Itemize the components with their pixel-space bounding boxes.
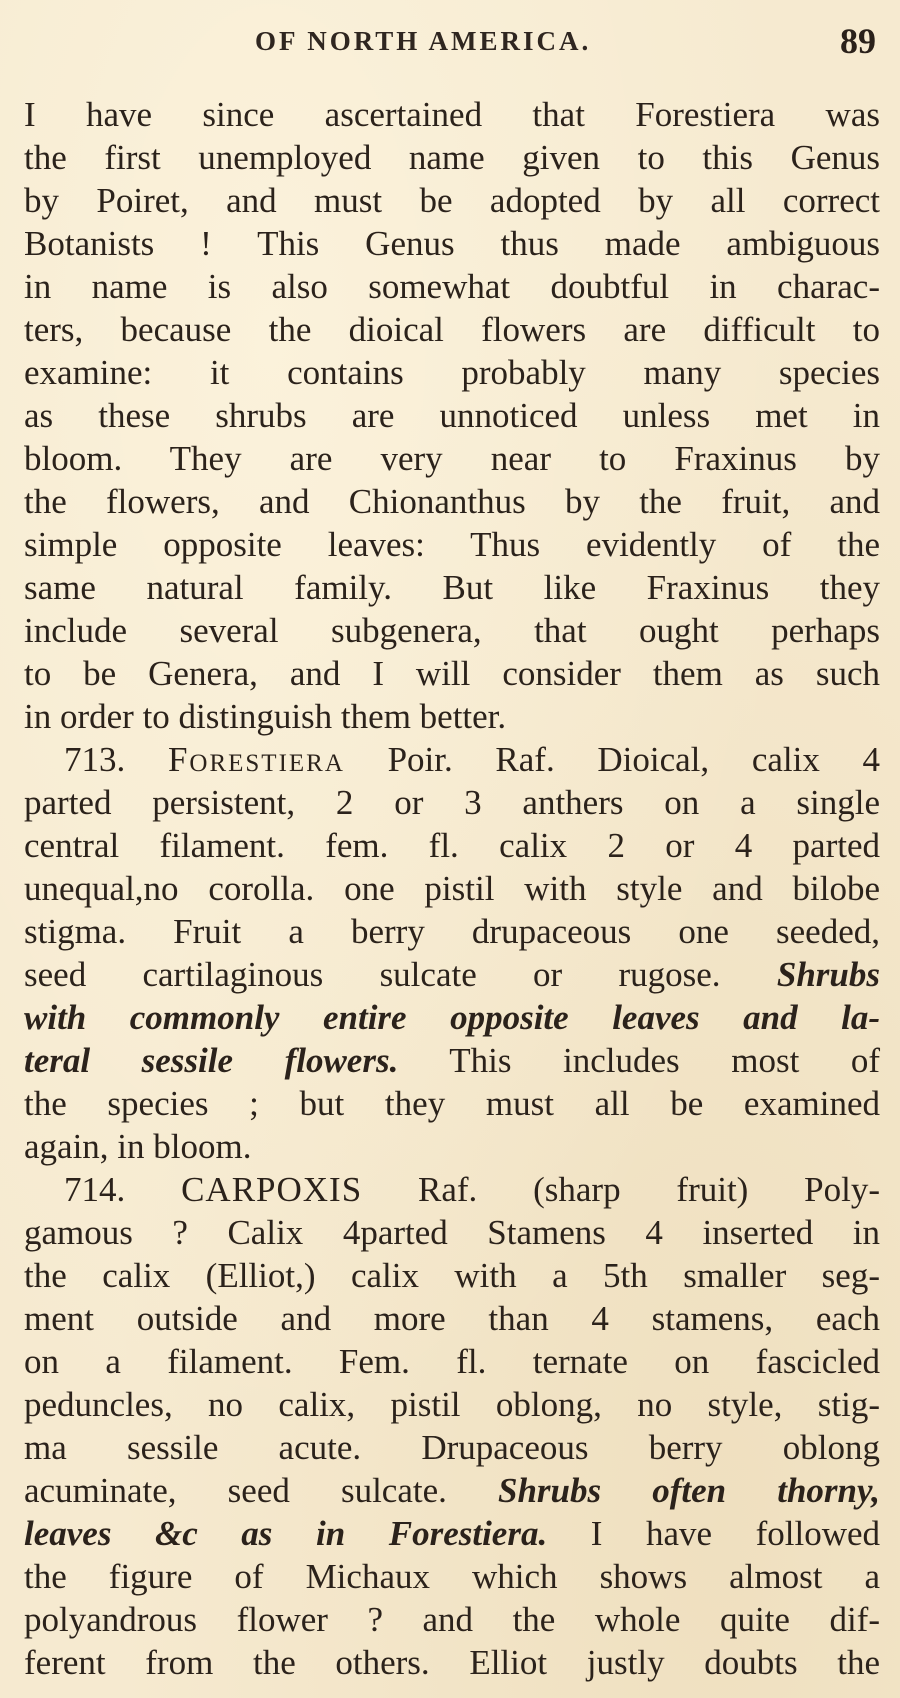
text-line: bloom. They are very near to Fraxinus by xyxy=(24,439,880,478)
text-line: gamous ? Calix 4parted Stamens 4 inserted in xyxy=(24,1213,880,1252)
genus-name: Forestiera xyxy=(167,740,345,779)
text-line: as these shrubs are unnoticed unless met in xyxy=(24,396,880,435)
text-line: examine: it contains probably many species xyxy=(24,353,880,392)
text-line: again, in bloom. xyxy=(24,1127,252,1166)
italic-line: with commonly entire opposite leaves and la- xyxy=(24,998,880,1037)
text-line: ma sessile acute. Drupaceous berry oblong xyxy=(24,1428,880,1467)
text-line: polyandrous flower ? and the whole quite dif- xyxy=(24,1600,880,1639)
entry-number: 714. xyxy=(64,1170,126,1209)
entry-number: 713. xyxy=(64,740,126,779)
entry-714-heading-line xyxy=(24,1168,880,1211)
text-line: by Poiret, and must be adopted by all correct xyxy=(24,181,880,220)
entry-text: I have followed xyxy=(590,1514,881,1553)
text-line: the calix (Elliot,) calix with a 5th smaller seg- xyxy=(24,1256,880,1295)
text-line: unequal,no corolla. one pistil with style and bilobe xyxy=(24,869,880,908)
genus-name: CARPOXIS xyxy=(181,1170,363,1209)
text-line: central filament. fem. fl. calix 2 or 4 parted xyxy=(24,826,880,865)
text-line: simple opposite leaves: Thus evidently of the xyxy=(24,525,880,564)
text-line: in order to distinguish them better. xyxy=(24,697,507,736)
text-line: ferent from the others. Elliot justly doubts the xyxy=(24,1643,880,1682)
text-line: the first unemployed name given to this Genus xyxy=(24,138,880,177)
text-line: the figure of Michaux which shows almost a xyxy=(24,1557,880,1596)
page-number: 89 xyxy=(840,21,876,61)
text-line: I have since ascertained that Forestiera was xyxy=(24,95,880,134)
entry-text: acuminate, seed sulcate. xyxy=(24,1471,447,1510)
italic-text: Shrubs often thorny, xyxy=(498,1471,880,1510)
text-line: stigma. Fruit a berry drupaceous one seeded, xyxy=(24,912,880,951)
body-text xyxy=(24,93,880,1684)
text-line-mixed xyxy=(24,1469,880,1512)
text-line-mixed xyxy=(24,953,880,996)
text-line: the flowers, and Chionanthus by the fruit, and xyxy=(24,482,880,521)
text-line: ters, because the dioical flowers are difficult to xyxy=(24,310,880,349)
running-head xyxy=(0,22,900,62)
entry-text: Poir. Raf. Dioical, calix 4 xyxy=(387,740,881,779)
text-line-mixed xyxy=(24,1512,880,1555)
text-line: include several subgenera, that ought perhaps xyxy=(24,611,880,650)
text-line: Botanists ! This Genus thus made ambiguous xyxy=(24,224,880,263)
entry-text: seed cartilaginous sulcate or rugose. xyxy=(24,955,721,994)
text-line: on a filament. Fem. fl. ternate on fascicled xyxy=(24,1342,880,1381)
text-line: in name is also somewhat doubtful in charac- xyxy=(24,267,880,306)
italic-text: teral sessile flowers. xyxy=(24,1041,399,1080)
italic-text: Shrubs xyxy=(776,955,881,994)
italic-text: leaves &c as in Forestiera. xyxy=(24,1514,548,1553)
entry-text: This includes most of xyxy=(449,1041,881,1080)
running-title: OF NORTH AMERICA. xyxy=(255,26,592,56)
text-line: to be Genera, and I will consider them as such xyxy=(24,654,880,693)
text-line: ment outside and more than 4 stamens, each xyxy=(24,1299,880,1338)
text-line: parted persistent, 2 or 3 anthers on a single xyxy=(24,783,880,822)
text-line: peduncles, no calix, pistil oblong, no style, stig- xyxy=(24,1385,880,1424)
entry-713-heading-line xyxy=(24,738,880,781)
entry-text: Raf. (sharp fruit) Poly- xyxy=(418,1170,880,1209)
text-line: the species ; but they must all be examined xyxy=(24,1084,880,1123)
text-line: same natural family. But like Fraxinus they xyxy=(24,568,880,607)
text-line-mixed xyxy=(24,1039,880,1082)
